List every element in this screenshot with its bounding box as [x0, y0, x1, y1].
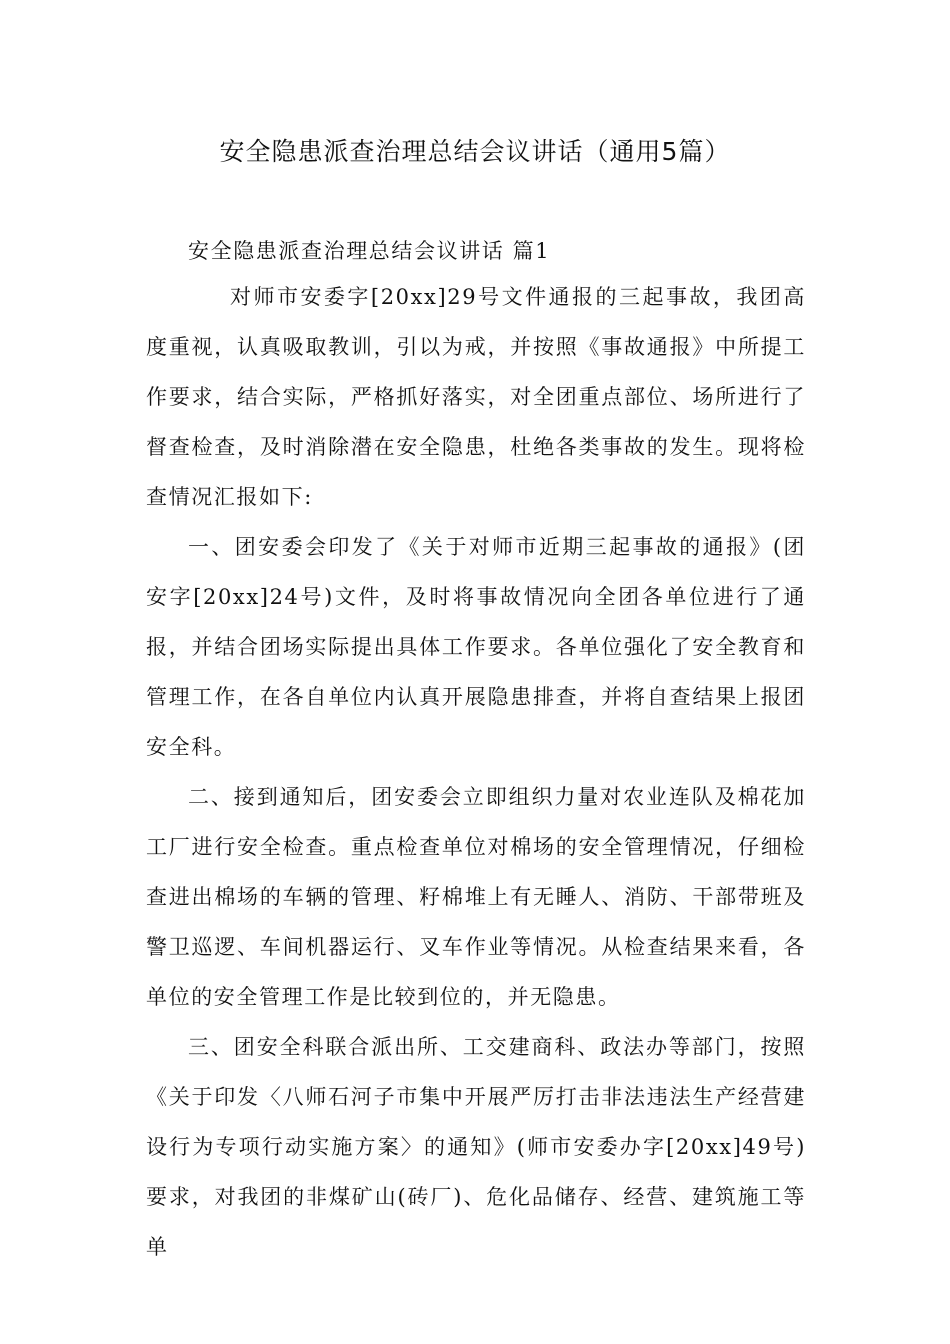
body-paragraph: 二、接到通知后，团安委会立即组织力量对农业连队及棉花加工厂进行安全检查。重点检查单位对棉场的安全管理情况，仔细检查进出棉场的车辆的管理、籽棉堆上有无睡人、消防、干部带班及警卫巡逻、车间机器运行、叉车作业等情况。从检查结果来看，各单位的安全管理工作是比较到位的，并无隐患。 [146, 785, 806, 1009]
body-paragraph: 对师市安委字[20xx]29号文件通报的三起事故，我团高度重视，认真吸取教训，引以为戒，并按照《事故通报》中所提工作要求，结合实际，严格抓好落实，对全团重点部位、场所进行了督查检查，及时消除潜在安全隐患，杜绝各类事故的发生。现将检查情况汇报如下: [146, 285, 806, 509]
body-paragraph: 一、团安委会印发了《关于对师市近期三起事故的通报》(团安字[20xx]24号)文件，及时将事故情况向全团各单位进行了通报，并结合团场实际提出具体工作要求。各单位强化了安全教育和管理工作，在各自单位内认真开展隐患排查，并将自查结果上报团安全科。 [146, 535, 806, 759]
document-title: 安全隐患派查治理总结会议讲话（通用5篇） [219, 137, 731, 166]
section-heading: 安全隐患派查治理总结会议讲话 篇1 [188, 239, 551, 263]
body-paragraph: 三、团安全科联合派出所、工交建商科、政法办等部门，按照《关于印发〈八师石河子市集中开展严厉打击非法违法生产经营建设行为专项行动实施方案〉的通知》(师市安委办字[20xx]49号)要求，对我团的非煤矿山(砖厂)、危化品储存、经营、建筑施工等单 [146, 1035, 806, 1259]
document-body [146, 230, 806, 1272]
